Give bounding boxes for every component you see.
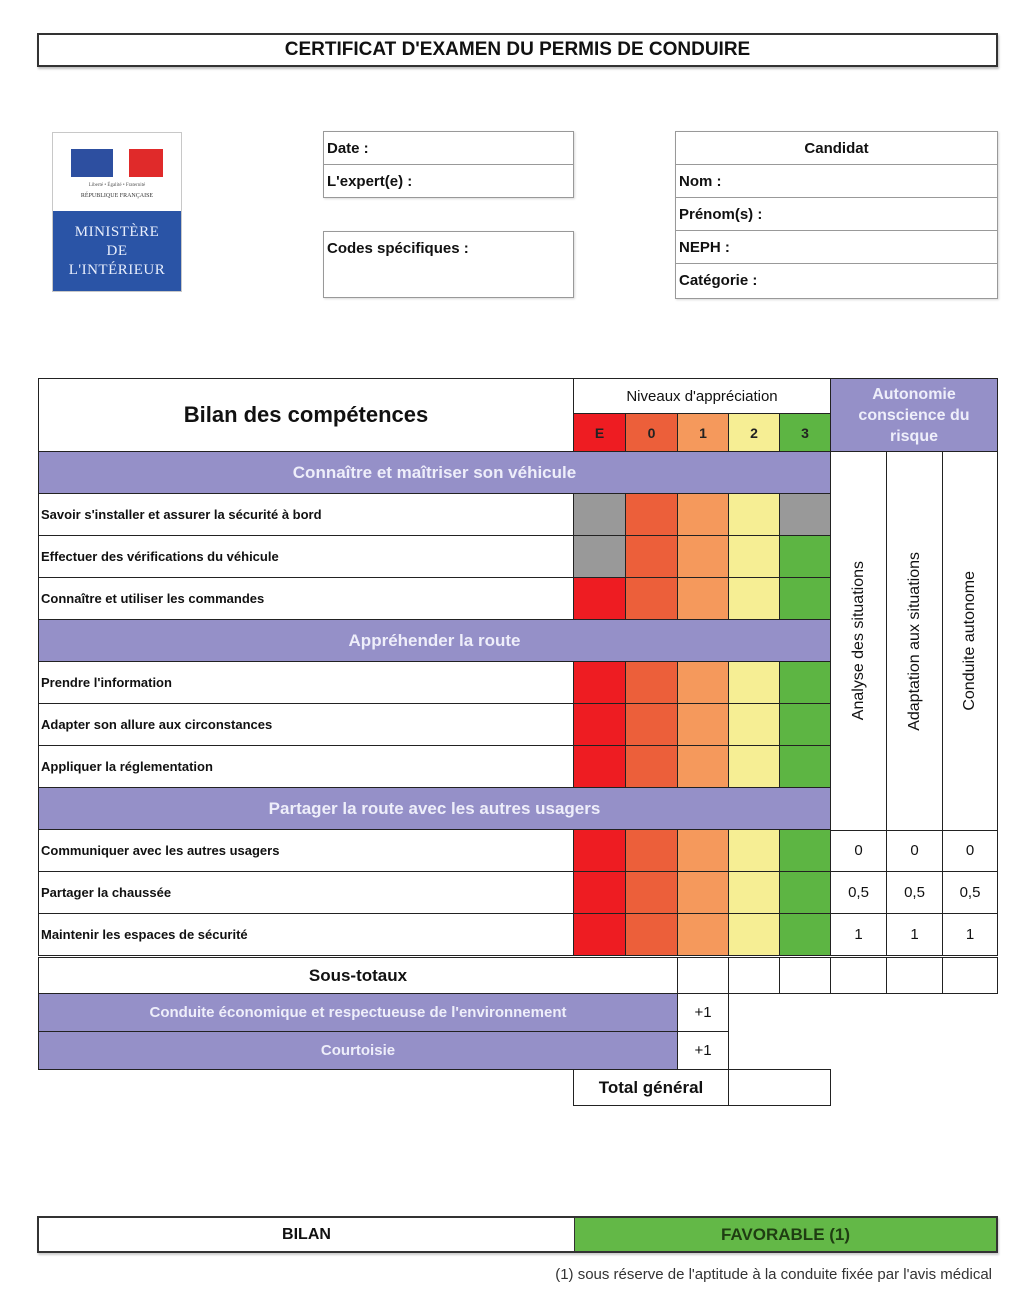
level-cell-1[interactable] [677, 535, 729, 578]
level-cell-0[interactable] [625, 829, 678, 872]
competence-row-label: Partager la chaussée [38, 871, 574, 914]
codes-field[interactable]: Codes spécifiques : [327, 240, 469, 257]
bonus-label: Conduite économique et respectueuse de l'environnement [38, 993, 678, 1032]
footnote: (1) sous réserve de l'aptitude à la conduite fixée par l'avis médical [555, 1266, 992, 1283]
candidate-category-field[interactable]: Catégorie : [679, 272, 758, 289]
level-cell-0[interactable] [625, 745, 678, 788]
level-cell-3[interactable] [779, 829, 831, 872]
subtotal-cell[interactable] [886, 957, 943, 994]
level-header-0: 0 [625, 413, 678, 452]
autonomy-value[interactable]: 0 [942, 829, 998, 872]
section-header: Connaître et maîtriser son véhicule [38, 451, 831, 494]
level-cell-3 [779, 493, 831, 536]
level-cell-E[interactable] [573, 703, 626, 746]
level-cell-3[interactable] [779, 535, 831, 578]
candidate-firstname-field[interactable]: Prénom(s) : [676, 198, 997, 231]
candidate-box [675, 131, 998, 299]
level-cell-E[interactable] [573, 745, 626, 788]
subtotal-cell[interactable] [677, 957, 729, 994]
level-cell-1[interactable] [677, 745, 729, 788]
level-cell-1[interactable] [677, 703, 729, 746]
flag-blue-band [71, 149, 113, 177]
level-cell-1[interactable] [677, 661, 729, 704]
subtotals-label: Sous-totaux [38, 957, 678, 994]
level-cell-E[interactable] [573, 661, 626, 704]
level-cell-0[interactable] [625, 871, 678, 914]
logo-republic: RÉPUBLIQUE FRANÇAISE [80, 193, 154, 199]
level-header-2: 2 [728, 413, 780, 452]
autonomy-value[interactable]: 0,5 [830, 871, 887, 914]
autonomy-column-label: Adaptation aux situations [905, 551, 923, 731]
logo-ministry [53, 211, 181, 291]
competence-row-label: Effectuer des vérifications du véhicule [38, 535, 574, 578]
level-cell-0[interactable] [625, 535, 678, 578]
bonus-value[interactable]: +1 [677, 993, 729, 1032]
autonomy-value[interactable]: 0,5 [886, 871, 943, 914]
level-cell-E[interactable] [573, 829, 626, 872]
subtotal-cell[interactable] [728, 957, 780, 994]
competence-row-label: Prendre l'information [38, 661, 574, 704]
level-cell-3[interactable] [779, 745, 831, 788]
french-flag-icon [71, 149, 163, 177]
document-title: CERTIFICAT D'EXAMEN DU PERMIS DE CONDUIRE [37, 33, 998, 67]
level-cell-3[interactable] [779, 661, 831, 704]
autonomy-column-label: Analyse des situations [849, 561, 867, 721]
level-cell-E [573, 535, 626, 578]
logo-ministry-line: L'INTÉRIEUR [68, 261, 166, 278]
level-header-1: 1 [677, 413, 729, 452]
autonomy-title: Autonomie conscience du risque [830, 378, 998, 452]
level-cell-E[interactable] [573, 871, 626, 914]
candidate-neph-field[interactable]: NEPH : [676, 231, 997, 264]
exam-info-box [323, 131, 574, 198]
level-cell-0[interactable] [625, 493, 678, 536]
level-cell-2[interactable] [728, 493, 780, 536]
autonomy-column-header [942, 451, 998, 831]
competence-row-label: Savoir s'installer et assurer la sécurité à bord [38, 493, 574, 536]
result-value: FAVORABLE (1) [575, 1218, 996, 1251]
level-cell-3[interactable] [779, 703, 831, 746]
autonomy-column-label: Conduite autonome [961, 571, 978, 711]
total-label: Total général [573, 1069, 729, 1106]
level-cell-3[interactable] [779, 913, 831, 956]
level-cell-1[interactable] [677, 577, 729, 620]
subtotal-cell[interactable] [830, 957, 887, 994]
level-cell-3[interactable] [779, 577, 831, 620]
subtotal-cell[interactable] [942, 957, 998, 994]
level-cell-2[interactable] [728, 913, 780, 956]
autonomy-value[interactable]: 1 [942, 913, 998, 956]
autonomy-value[interactable]: 0 [886, 829, 943, 872]
level-cell-2[interactable] [728, 577, 780, 620]
level-cell-0[interactable] [625, 577, 678, 620]
level-cell-2[interactable] [728, 703, 780, 746]
logo-ministry-line: MINISTÈRE [74, 223, 160, 240]
level-cell-2[interactable] [728, 745, 780, 788]
candidate-title: Candidat [676, 132, 997, 165]
candidate-name-field[interactable]: Nom : [676, 165, 997, 198]
level-cell-1[interactable] [677, 913, 729, 956]
level-cell-1[interactable] [677, 829, 729, 872]
competence-row-label: Communiquer avec les autres usagers [38, 829, 574, 872]
level-cell-2[interactable] [728, 661, 780, 704]
total-value[interactable] [728, 1069, 831, 1106]
autonomy-value[interactable]: 0 [830, 829, 887, 872]
autonomy-value[interactable]: 0,5 [942, 871, 998, 914]
autonomy-column-header [886, 451, 943, 831]
level-cell-3[interactable] [779, 871, 831, 914]
result-label: BILAN [39, 1218, 575, 1251]
competence-row-label: Maintenir les espaces de sécurité [38, 913, 574, 956]
competence-row-label: Adapter son allure aux circonstances [38, 703, 574, 746]
level-cell-2[interactable] [728, 829, 780, 872]
level-cell-E[interactable] [573, 577, 626, 620]
autonomy-value[interactable]: 1 [830, 913, 887, 956]
level-cell-2[interactable] [728, 535, 780, 578]
competence-row-label: Connaître et utiliser les commandes [38, 577, 574, 620]
ministry-logo [52, 132, 182, 292]
level-cell-E[interactable] [573, 913, 626, 956]
competence-row-label: Appliquer la réglementation [38, 745, 574, 788]
codes-box [323, 231, 574, 298]
section-header: Partager la route avec les autres usagers [38, 787, 831, 830]
level-cell-0[interactable] [625, 703, 678, 746]
competences-title: Bilan des compétences [38, 378, 574, 452]
logo-motto: Liberté • Égalité • Fraternité [88, 183, 146, 188]
autonomy-column-header [830, 451, 887, 831]
flag-red-band [129, 149, 163, 177]
bonus-label: Courtoisie [38, 1031, 678, 1070]
levels-title: Niveaux d'appréciation [573, 378, 831, 414]
autonomy-value[interactable]: 1 [886, 913, 943, 956]
expert-field[interactable]: L'expert(e) : [327, 173, 413, 190]
logo-ministry-line: DE [106, 242, 128, 259]
subtotal-cell[interactable] [779, 957, 831, 994]
date-field[interactable]: Date : [324, 132, 573, 165]
level-cell-1[interactable] [677, 493, 729, 536]
level-cell-0[interactable] [625, 661, 678, 704]
level-cell-2[interactable] [728, 871, 780, 914]
section-header: Appréhender la route [38, 619, 831, 662]
flag-white-band [113, 149, 129, 177]
level-header-E: E [573, 413, 626, 452]
level-cell-1[interactable] [677, 871, 729, 914]
level-cell-E [573, 493, 626, 536]
level-header-3: 3 [779, 413, 831, 452]
bonus-value[interactable]: +1 [677, 1031, 729, 1070]
level-cell-0[interactable] [625, 913, 678, 956]
result-bar [37, 1216, 998, 1253]
